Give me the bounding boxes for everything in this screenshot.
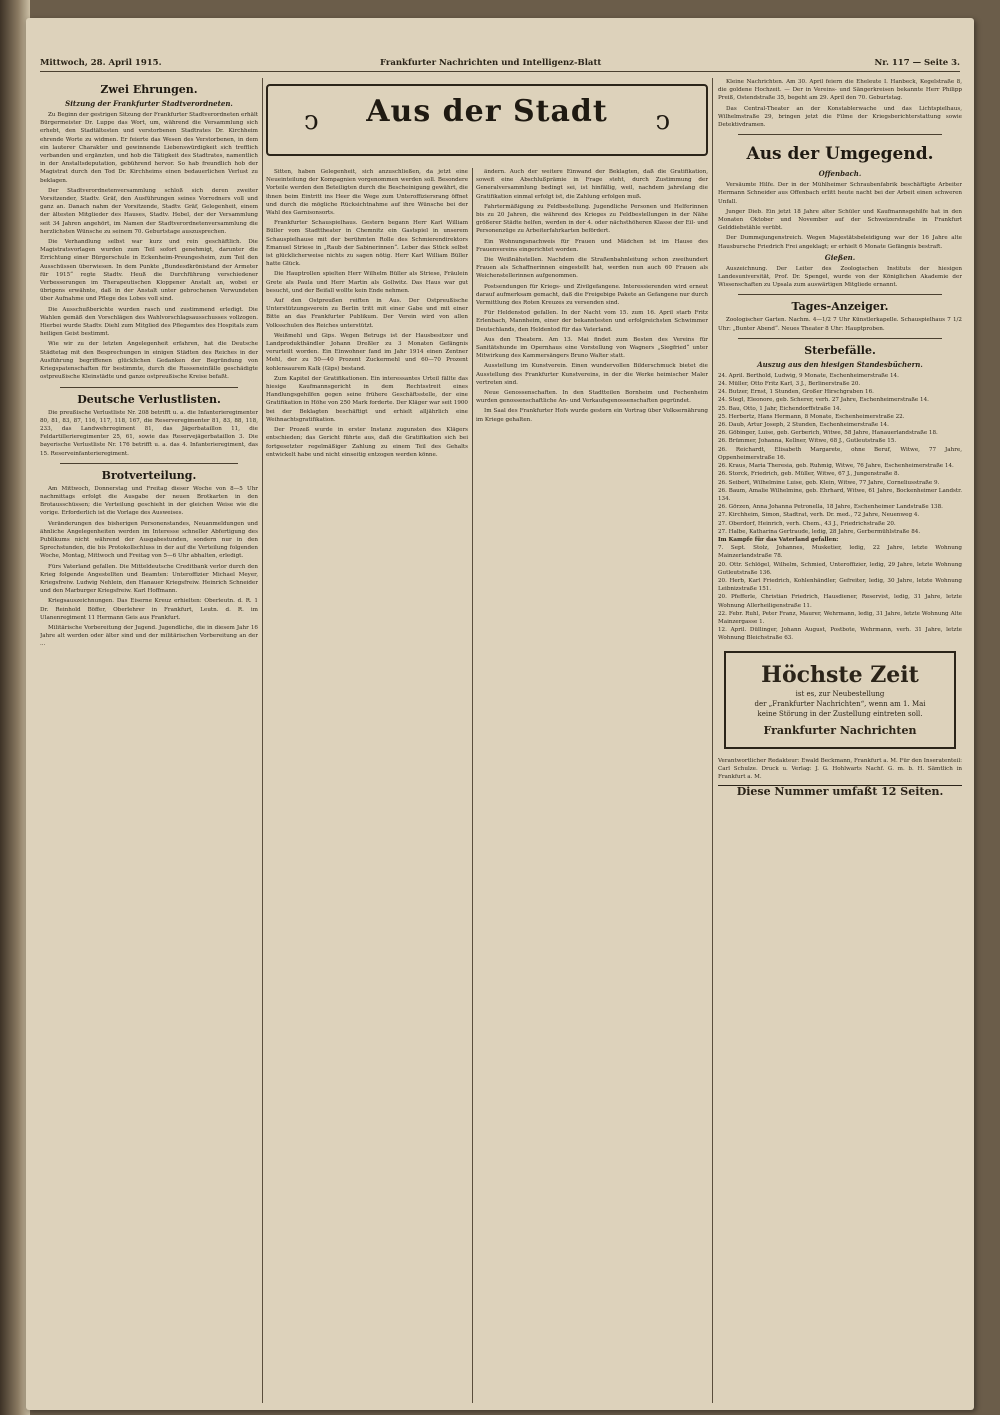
divider [738, 134, 942, 135]
list-item: 24. Stegl, Eleonore, geb. Scherer, verh. 27 Jahre, Eschenheimerstraße 14. [718, 397, 929, 404]
article-paragraph: Auf den Ostpreußen reiften in Aus. Der Ostpreußische Unterstützungsverein zu Berlin tritt mit einer Gabe und mit einer Bitte an das Frankfurter Publikum. Der Verein wird von allen Volksschulen des Reiches unterstützt. [266, 298, 468, 329]
ad-text: keine Störung in der Zustellung eintreten soll. [757, 709, 923, 718]
divider [738, 294, 942, 295]
article-paragraph: Fürs Vaterland gefallen. Die Mitteldeutsche Creditbank verlor durch den Krieg folgende Angestellten und Beamten: Unteroffizier Michael Meyer, Kriegsfreiw. Ludwig Nehlein, den Hanauer Kriegsfreiw. Heinrich Schneider und den Marburger Kriegsfreiw. Karl Hoffmann. [40, 563, 258, 595]
article-paragraph: Das Central-Theater an der Konstablerwache und das Lichtspielhaus, Wilhelmstraße 29, bringen jetzt die Filme der Kriegsberichterstattung sowie Detektivdramen. [718, 105, 962, 129]
list-item: 26. Reichardt, Elisabeth Margarete, ohne Beruf, Witwe, 77 Jahre, Oppenheimerstraße 16. [718, 446, 962, 461]
list-item: 20. Ottr. Schlögel, Wilhelm, Schmied, Unteroffizier, ledig, 29 Jahre, letzte Wohnung Gutleutstraße 136. [718, 561, 962, 576]
list-item: 26. Baum, Amalie Wilhelmine, geb. Ehrhard, Witwe, 61 Jahre, Bockenheimer Landstr. 134. [718, 487, 962, 502]
article-headline: Zwei Ehrungen. [100, 83, 198, 96]
header-date: Mittwoch, 28. April 1915. [40, 58, 162, 68]
ad-headline: Höchste Zeit [761, 661, 919, 688]
article-paragraph: Der Stadtverordnetenversammlung schloß sich deren zweiter Vorsitzender, Stadtv. Gräf, den Ausführungen seines Vorredners voll und ganz an. Danach nahm der Vorsitzende, Stadtv. Gräf, Gelegenheit, einem der ältesten Mitglieder des Hauses, Stadtv. Hebel, der der Versammlung seit 34 Jahren angehört, im Namen der Stadtverordnetenversammlung die herzlichsten Wünsche zu seinem 70. Geburtstage auszusprechen. [40, 187, 258, 235]
list-item: 27. Halbe, Katharina Gertraude, ledig, 28 Jahre, Gerbermühlstraße 84. [718, 528, 921, 535]
list-item: 24. Müller, Otto Fritz Karl, 3 J., Berlinerstraße 20. [718, 381, 861, 388]
article-paragraph: Zoologischer Garten. Nachm. 4—1/2 7 Uhr Künstlerkapelle. Schauspielhaus 7 1/2 Uhr: „Bunter Abend“. Neues Theater 8 Uhr: Hauptproben. [718, 317, 962, 332]
article-subheadline: Sitzung der Frankfurter Stadtverordneten. [65, 99, 233, 108]
divider [60, 387, 238, 388]
section-title: Aus der Stadt [366, 94, 608, 129]
article-paragraph: Veränderungen des bisherigen Personenstandes, Neuanmeldungen und ähnliche Angelegenheiten werden im Interesse schneller Abfertigung des Publikums nicht während der Ausgabestunden, sondern nur in den Sprechstunden, die bis Protokollschluss in der auf die Verteilung folgenden Woche, Montag, Mittwoch und Freitag von 5—6 Uhr abhalten, erledigt. [40, 520, 258, 560]
page-header [40, 58, 960, 72]
article-paragraph: Im Saal des Frankfurter Hofs wurde gestern ein Vortrag über Volksernährung im Kriege gehalten. [476, 408, 708, 423]
article-paragraph: Frankfurter Schauspielhaus. Gestern begann Herr Karl William Büller vom Stadttheater in Chemnitz ein Gastspiel in unserem Schauspielhause mit der berühmten Rolle des Schmierendirektors Emanuel Striese in „Raub der Sabinerinnen“. Leber das Stück selbst ist glücklicherweise nichts zu sagen nötig. Herr Karl William Büller hatte Glück. [266, 220, 468, 268]
article-paragraph: Die Weißnähstellen. Nachdem die Straßenbahnleitung schon zweihundert Frauen als Schaffnerinnen eingestellt hat, werden nun auch 60 Frauen als Weichenstellerinnen aufgenommen. [476, 257, 708, 280]
list-subheading: Im Kampfe für das Vaterland gefallen: [718, 536, 839, 543]
column-divider [712, 78, 713, 1403]
column-3 [476, 168, 708, 1410]
article-subheadline: Offenbach. [818, 169, 862, 179]
list-item: 26. Görzen, Anna Johanna Petronella, 18 Jahre, Eschenheimer Landstraße 138. [718, 504, 943, 511]
section-banner [266, 84, 708, 156]
article-paragraph: Die Ausschußberichte wurden rasch und zustimmend erledigt. Die Wahlen gemäß den Vorschlägen des Wahlvorschlagsausschusses vollzogen. Hierbei wurde Stadtv. Diehl zum Mitglied des Pflegamtes des Hospitals zum heiligen Geist bestimmt. [40, 306, 258, 338]
article-paragraph: Die preußische Verlustliste Nr. 208 betrifft u. a. die Infanterieregimenter 80, 81, 83, 87, 116, 117, 118, 167, die Reserveregimenter 81, 83, 88, 118, 233, das Landwehrregiment 81, das Jägerbataillon 11, die Feldartillerieregimenter 25, 61, sowie das Reservejägerbataillon 3. Die bayerische Verlustliste Nr. 176 betrifft u. a. das 4. Infanterieregiment, das 15. Reserveinfanterieregiment. [40, 409, 258, 457]
article-headline: Deutsche Verlustlisten. [77, 392, 221, 406]
divider [738, 338, 942, 339]
list-item: 25. Bau, Otto, 1 Jahr, Eichendorffstraße 14. [718, 405, 842, 412]
article-paragraph: Fahrtermäßigung zu Feldbestellung. Jugendliche Personen und Helferinnen bis zu 20 Jahren, die während des Krieges zu Feldbestellungen in der Nähe größerer Städte helfen, werden in der 4. oder nächsthöheren Klasse der Eil- und Personenzüge zu Arbeiterfahrkarten befördert. [476, 203, 708, 235]
list-item: 27. Oberdorf, Heinrich, verh. Chem., 43 J., Friedrichstraße 20. [718, 520, 896, 527]
column-divider [472, 168, 473, 1403]
list-item: 20. Pfefferle, Christian Friedrich, Hausdiener, Reservist, ledig, 31 Jahre, letzte Wohnung Allerheiligenstraße 11. [718, 594, 962, 609]
section-headline: Aus der Umgegend. [746, 144, 934, 165]
column-divider [262, 78, 263, 1403]
article-paragraph: Ein Wohnungsnachweis für Frauen und Mädchen ist im Hause des Frauenvereins eingerichtet worden. [476, 238, 708, 253]
article-paragraph: Auszeichnung. Der Leiter des Zoologischen Instituts der hiesigen Landesuniversität, Prof. Dr. Spengel, wurde von der Königlichen Akademie der Wissenschaften zu Upsala zum auswärtigen Mitgliede ernannt. [718, 265, 962, 289]
article-paragraph: Zu Beginn der gestrigen Sitzung der Frankfurter Stadtverordneten erhält Bürgermeister Dr. Luppe das Wort, um, während die Versammlung sich erhebt, den Stadtältesten und verstorbenen Stadtrates Dr. Kirchheim ehrende Worte zu widmen. Er feierte das Wesen des Verstorbenen, in dem ein lauterer Charakter und gewinnende Liebenswürdigkeit sich trefflich verbanden und ergänzten, und hob die Tätigkeit des Stadtrates, namentlich in der Anstaltsdeputation, gebührend hervor. So hab freundlich hob der Magistrat durch den Tod Dr. Kirchheims einen bedauerlichen Verlust zu beklagen. [40, 112, 258, 184]
divider [60, 463, 238, 464]
article-paragraph: Kleine Nachrichten. Am 30. April feiern die Eheleute I. Hanbeck, Kegelstraße 8, die goldene Hochzeit. — Der in Vereins- und Sängerkreisen bekannte Herr Philipp Preiß, Ostendstraße 35, begeht am 29. April den 70. Geburtstag. [718, 79, 962, 102]
column-1 [40, 78, 258, 1403]
imprint: Verantwortlicher Redakteur: Ewald Beckmann, Frankfurt a. M. Für den Inseratenteil: Carl Schulze. Druck u. Verlag: J. G. Hohlwarts Nachf. G. m. b. H. Sämtlich in Frankfurt a. M. [718, 757, 962, 780]
article-paragraph: Der Dummejungenstreich. Wegen Majestätsbeleidigung war der 16 Jahre alte Hausbursche Friedrich Frei angeklagt; er erhielt 6 Monate Gefängnis bestraft. [718, 235, 962, 250]
header-masthead: Frankfurter Nachrichten und Intelligenz-Blatt [380, 58, 602, 68]
list-item: 27. Kirchheim, Simon, Stadtrat, verh. Dr. med., 72 Jahre, Neuenweg 4. [718, 512, 920, 519]
list-item: 26. Daub, Artur Joseph, 2 Stunden, Eschenheimerstraße 14. [718, 422, 889, 429]
article-paragraph: Ausstellung im Kunstverein. Einen wundervollen Bilderschmuck bietet die Ausstellung des Frankfurter Kunstvereins, in der die Werke heimischer Maler vertreten sind. [476, 363, 708, 386]
article-paragraph: Militärische Vorbereitung der Jugend. Jugendliche, die in diesem Jahr 16 Jahre alt werden oder älter sind und der militärischen Vorbereitung an der ... [40, 624, 258, 648]
list-item: 26. Göbinger, Luise, geb. Gerberich, Witwe, 58 Jahre, Hanauerlandstraße 18. [718, 430, 938, 437]
article-headline: Sterbefälle. [804, 343, 876, 357]
newspaper-page [26, 18, 974, 1410]
article-paragraph: Die Hauptrollen spielten Herr Wilhelm Büller als Striese, Fräulein Grete als Paula und Herr Martin als Gollwitz. Das Haus war gut besucht, und der Beifall wollte kein Ende nehmen. [266, 271, 468, 294]
article-paragraph: ändern. Auch der weitere Einwand der Beklagten, daß die Gratifikation, soweit eine Abschlußprämie in Frage steht, durch Zustimmung der Generalversammlung bedingt sei, ist hinfällig, weil, nachdem jahrelang die Gratifikation einmal erfolgt ist, die Zahlung erfolgen muß. [476, 169, 708, 200]
list-item: 24. April. Berthold, Ludwig, 9 Monate, Eschenheimerstraße 14. [718, 372, 899, 379]
article-paragraph: Junger Dieb. Ein jetzt 18 Jahre alter Schüler und Kaufmannsgehilfe hat in den Monaten Oktober und November auf der Schweizerstraße in Frankfurt Gelddiebstähle verübt. [718, 208, 962, 232]
article-paragraph: Versäumte Hilfe. Der in der Mühlheimer Schraubenfabrik beschäftigte Arbeiter Hermann Schneider aus Offenbach erlitt heute nacht bei der Arbeit einen schweren Unfall. [718, 182, 962, 205]
ornament-icon: ↄ [655, 106, 670, 136]
article-paragraph: Sitten, haben Gelegenheit, sich anzuschließen, da jetzt eine Neueinteilung der Kompagnien vorgenommen werden soll. Besondere Vorteile werden den Beteiligten durch die Bescheinigung gewährt, die ihnen beim Eintritt ins Heer die Wege zum Unteroffiziersrang öffnet und durch die mögliche Rücksichtnahme auf ihre Wünsche bei der Wahl des Garnisonsorts. [266, 169, 468, 217]
list-item: 22. Febr. Ruhl, Peter Franz, Maurer, Wehrmann, ledig, 31 Jahre, letzte Wohnung Alte Mainzergasse 1. [718, 610, 962, 625]
page-count-notice: Diese Nummer umfaßt 12 Seiten. [718, 785, 962, 796]
article-paragraph: Kriegsauszeichnungen. Das Eiserne Kreuz erhielten: Oberleutn. d. R. 1 Dr. Reinhold Böffer, Oberlehrer in Frankfurt, Leutn. d. R. im Ulanenregiment 11 Hermann Geis aus Frankfurt. [40, 598, 258, 621]
list-item: 26. Kraus, Maria Theresia, geb. Ruhmig, Witwe, 76 Jahre, Eschenheimerstraße 14. [718, 463, 954, 470]
list-item: 7. Sept. Stolz, Johannes, Musketier, ledig, 22 Jahre, letzte Wohnung Mainzerlandstraße 78. [718, 545, 962, 560]
list-item: 20. Herb, Karl Friedrich, Kohlenhändler, Gefreiter, ledig, 30 Jahre, letzte Wohnung Leibnizstraße 151. [718, 577, 962, 593]
column-4 [718, 78, 962, 1403]
ad-brand: Frankfurter Nachrichten [763, 723, 917, 737]
list-item: 24. Butzer, Ernst, 1 Stunden, Großer Hirschgraben 16. [718, 389, 874, 396]
ad-text: ist es, zur Neubestellung [795, 689, 885, 698]
article-headline: Tages-Anzeiger. [791, 300, 889, 314]
header-page-number: Nr. 117 — Seite 3. [874, 58, 960, 68]
article-subheadline: Gießen. [824, 252, 856, 262]
article-paragraph: Für Heldenstod gefallen. In der Nacht vom 15. zum 16. April starb Fritz Erlenbach, Mannheim, einer der bekanntesten und erfolgreichsten Schwimmer Deutschlands, den Heldentod für das Vaterland. [476, 310, 708, 333]
column-2 [266, 168, 468, 1410]
article-paragraph: Die Verhandlung selbst war kurz und rein geschäftlich. Die Magistratsvorlagen wurden zum Teil sofort genehmigt, darunter die Errichtung einer Bürgerschule in Eckenheim-Preungesheim, zum Teil den Ausschüssen überwiesen. In dem Punkte „Bundesdkrönistand der Armeter für 1915“ regte Stadtv. Heuß die Durchführung verschiedener Verbesserungen im Therapeutischen Kloppener Anstalt an, wobei er übrigens erwähnte, daß in der Anstalt unter gebrochenen Verwundeten über Aufnahme und Pflege des Lobes voll sind. [40, 239, 258, 303]
list-item: 26. Seibert, Wilhelmine Luise, geb. Klein, Witwe, 77 Jahre, Corneliusstraße 9. [718, 479, 940, 486]
article-paragraph: Der Prozeß wurde in erster Instanz zugunsten des Klägers entschieden; das Gericht führte aus, daß die Gratifikation sich bei fortgesetzter regelmäßiger Zahlung zu einem Teil des Gehalts entwickelt habe und nicht einseitig entzogen werden könne. [266, 427, 468, 458]
ornament-icon: ↄ [304, 106, 319, 136]
article-paragraph: Weißmehl und Gips. Wegen Betrugs ist der Hausbesitzer und Landprodukthändler Johann Dreßler zu 3 Monaten Gefängnis verurteilt worden. Ein Einwohner fand im Jahr 1914 einen Zentner Mehl, der zu 50—40 Prozent Zuckermehl und 60—70 Prozent kohlensaurem Kalk (Gips) bestand. [266, 332, 468, 372]
article-subheadline: Auszug aus den hiesigen Standesbüchern. [757, 359, 923, 369]
article-paragraph: Aus den Theatern. Am 13. Mai findet zum Besten des Vereins für Sanitätshunde im Opernhaus eine Vorstellung von Wagners „Siegfried“ unter Mitwirkung des Kammersängers Bruno Walter statt. [476, 336, 708, 360]
list-item: 25. Herbertz, Hans Hermann, 8 Monate, Eschenheimerstraße 22. [718, 413, 905, 420]
article-paragraph: Wie wir zu der letzten Angelegenheit erfahren, hat die Deutsche Städtetag mit den Besprechungen in einigen Städten des Reiches in der Ausführung begriffenen glücklichen Gedanken der Begründung von Kriegspatenschaften für bestimmte, durch die Russeneinfälle geschädigte ostpreußische Kleinstädte und ganze ostpreußische Kreise befaßt. [40, 341, 258, 381]
article-paragraph: Postsendungen für Kriegs- und Zivilgefangene. Interessierenden wird erneut darauf aufmerksam gemacht, daß die Freigebige Pakete an Gefangene nur durch Vermittlung des Roten Kreuzes zu versenden sind. [476, 283, 708, 307]
ad-text: der „Frankfurter Nachrichten“, wenn am 1. Mai [754, 699, 926, 708]
list-item: 12. April. Düllinger, Johann August, Postbote, Wehrmann, verh. 31 Jahre, letzte Wohnung Bleichstraße 63. [718, 627, 962, 642]
article-paragraph: Neue Genossenschaften. In den Stadtteilen Bornheim und Fechenheim wurden genossenschaftliche An- und Verkaufsgenossenschaften gegründet. [476, 390, 708, 405]
article-paragraph: Am Mittwoch, Donnerstag und Freitag dieser Woche von 8—5 Uhr nachmittags erfolgt die Ausgabe der neuen Brotkarten in den Brotausschüssen; die Verteilung geschieht in der gleichen Weise wie die vorige. Erforderlich ist die Vorlage des Ausweises. [40, 485, 258, 517]
death-list [718, 372, 962, 643]
article-headline: Brotverteilung. [101, 468, 197, 482]
article-paragraph: Zum Kapitel der Gratifikationen. Ein interessantes Urteil fällte das hiesige Kaufmannsgericht in dem Rechtsstreit eines Handlungsgehilfen gegen seine frühere Geschäftsstelle, der eine Gratifikation in Höhe von 250 Mark forderte. Der Kläger war seit 1900 bei der Beklagten beschäftigt und erhielt alljährlich eine Weihnachtsgratifikation. [266, 375, 468, 423]
subscription-advertisement [724, 651, 956, 749]
list-item: 26. Brümmer, Johanna, Kellner, Witwe, 68 J., Gutleutstraße 15. [718, 438, 897, 445]
list-item: 26. Storck, Friedrich, geb. Müller, Witwe, 67 J., Jungenstraße 8. [718, 471, 900, 478]
